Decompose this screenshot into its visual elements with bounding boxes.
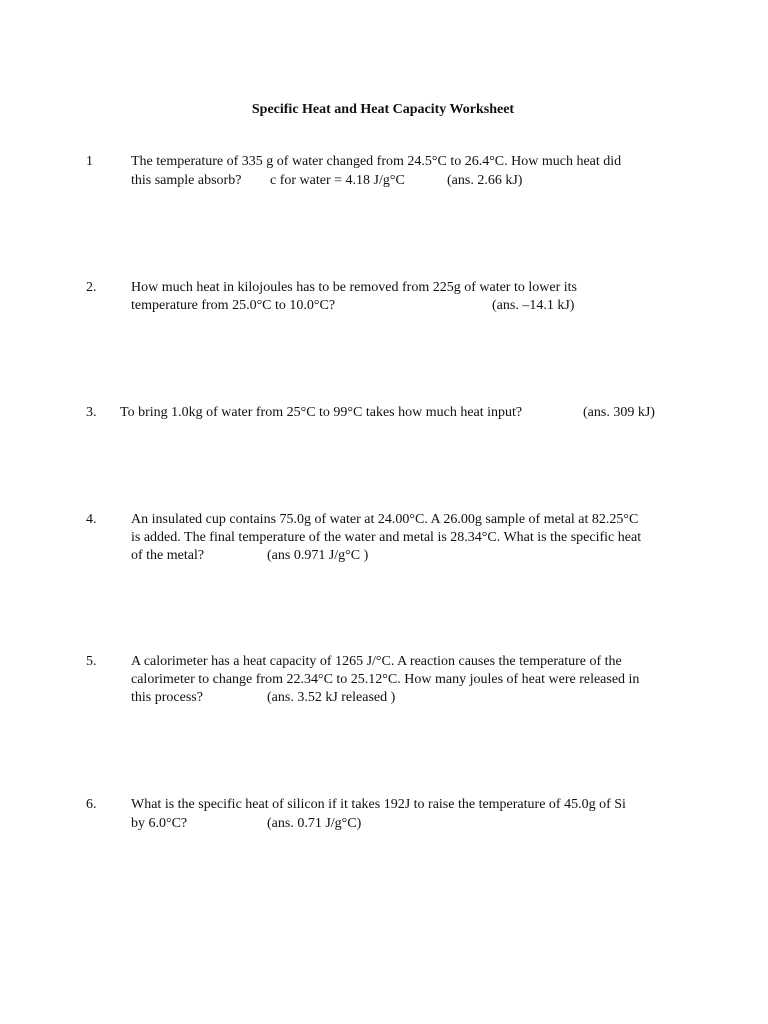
question-text-line: calorimeter to change from 22.34°C to 25.12°C. How many joules of heat were released in (131, 672, 640, 687)
answer: (ans. –14.1 kJ) (492, 298, 575, 313)
question-text-line: by 6.0°C? (131, 816, 188, 831)
answer: (ans. 0.71 J/g°C) (267, 816, 362, 831)
question-number: 3. (86, 405, 97, 420)
question-number: 4. (86, 512, 97, 527)
question-text-line: this sample absorb? (131, 173, 242, 188)
question-number: 5. (86, 654, 97, 669)
question-text-line: A calorimeter has a heat capacity of 1265 J/°C. A reaction causes the temperature of the (131, 654, 622, 669)
worksheet-title: Specific Heat and Heat Capacity Worksheet (251, 102, 515, 117)
question-number: 1 (86, 154, 93, 169)
question-text-line: The temperature of 335 g of water changed from 24.5°C to 26.4°C. How much heat did (131, 154, 622, 169)
question-text-line: To bring 1.0kg of water from 25°C to 99°C takes how much heat input? (120, 405, 523, 420)
question-number: 2. (86, 280, 97, 295)
question-text-line: How much heat in kilojoules has to be removed from 225g of water to lower its (131, 280, 577, 295)
question-number: 6. (86, 797, 97, 812)
answer: (ans. 2.66 kJ) (447, 173, 523, 188)
question-text-line: of the metal? (131, 548, 205, 563)
given-value: c for water = 4.18 J/g°C (270, 173, 405, 188)
question-text-line: is added. The final temperature of the water and metal is 28.34°C. What is the specific heat (131, 530, 642, 545)
answer: (ans. 309 kJ) (583, 405, 655, 420)
answer: (ans 0.971 J/g°C ) (267, 548, 369, 563)
answer: (ans. 3.52 kJ released ) (267, 690, 396, 705)
question-text-line: An insulated cup contains 75.0g of water at 24.00°C. A 26.00g sample of metal at 82.25°C (131, 512, 639, 527)
question-text-line: What is the specific heat of silicon if it takes 192J to raise the temperature of 45.0g of Si (131, 797, 626, 812)
question-text-line: this process? (131, 690, 203, 705)
question-text-line: temperature from 25.0°C to 10.0°C? (131, 298, 336, 313)
